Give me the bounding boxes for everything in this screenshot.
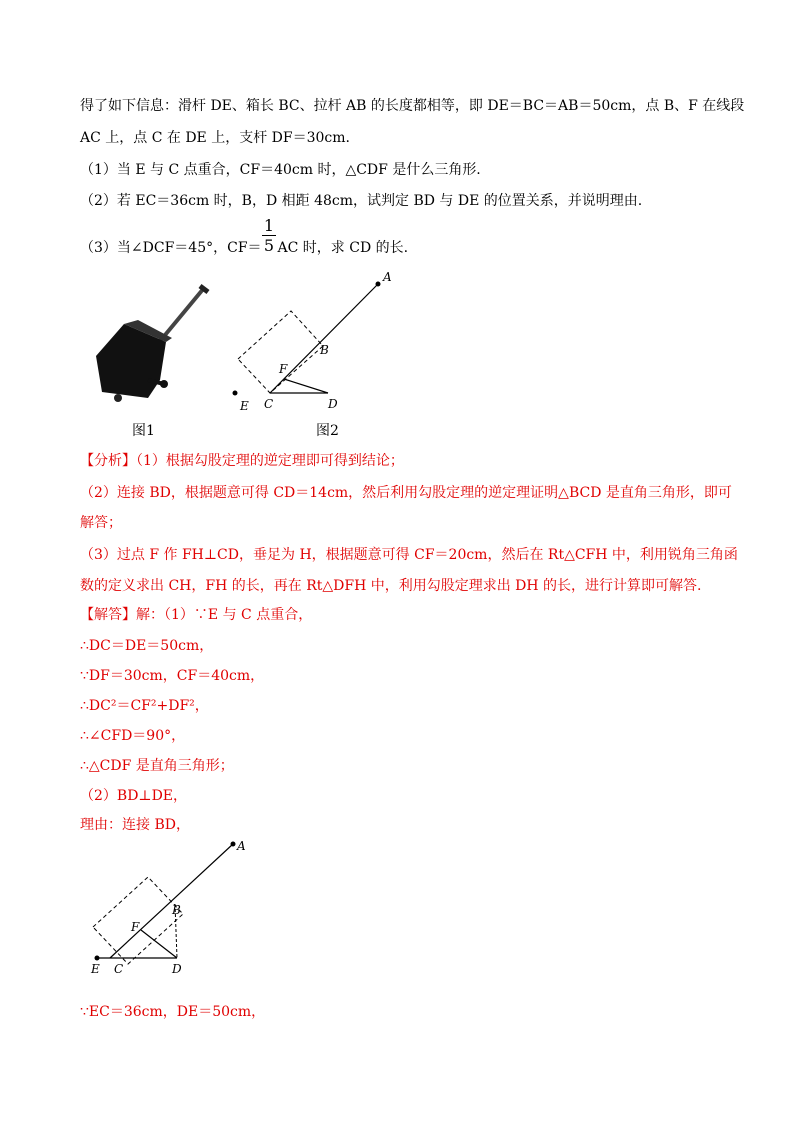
problem-line-1: 得了如下信息：滑杆 DE、箱长 BC、拉杆 AB 的长度都相等，即 DE＝BC＝AB＝50cm，点 B、F 在线段 xyxy=(80,98,745,114)
label-d: D xyxy=(328,397,338,411)
analysis-line-1 xyxy=(80,451,404,471)
question-1: （1）当 E 与 C 点重合，CF＝40cm 时，△CDF 是什么三角形. xyxy=(80,162,481,178)
label-c: C xyxy=(264,397,274,411)
label-c-3: C xyxy=(114,962,124,976)
label-f-3: F xyxy=(131,920,140,934)
solution-s9: ∵EC＝36cm，DE＝50cm， xyxy=(80,1004,266,1020)
analysis-p2a: （2）连接 BD，根据题意可得 CD＝14cm，然后利用勾股定理的逆定理证明△BCD 是直角三角形，即可 xyxy=(80,485,732,501)
fraction-denominator: 5 xyxy=(263,236,275,255)
label-e: E xyxy=(240,399,249,413)
solution-s1: 解：（1）∵E 与 C 点重合， xyxy=(136,607,313,623)
label-a-3: A xyxy=(237,839,246,853)
analysis-p1: （1）根据勾股定理的逆定理即可得到结论； xyxy=(136,453,404,469)
label-a: A xyxy=(383,270,392,284)
figure-1-caption: 图1 xyxy=(132,423,155,439)
point-a-3 xyxy=(231,842,236,847)
solution-s3: ∵DF＝30cm，CF＝40cm， xyxy=(80,668,265,684)
label-d-3: D xyxy=(172,962,182,976)
solution-s8: 理由：连接 BD， xyxy=(80,817,190,833)
solution-tag: 【解答】 xyxy=(80,607,136,623)
segment-fd-3 xyxy=(141,930,177,958)
solution-s2: ∴DC＝DE＝50cm， xyxy=(80,638,214,654)
figure-2-diagram xyxy=(225,268,405,413)
label-f: F xyxy=(279,362,288,376)
label-b: B xyxy=(320,343,329,357)
analysis-p3b: 数的定义求出 CH，FH 的长，再在 Rt△DFH 中，利用勾股定理求出 DH 的长，进行计算即可解答. xyxy=(80,578,702,594)
question-3-prefix: （3）当∠DCF＝45°，CF＝ xyxy=(80,240,262,256)
figure-3-diagram xyxy=(85,832,265,977)
question-3 xyxy=(80,238,408,258)
problem-line-2: AC 上，点 C 在 DE 上，支杆 DF＝30cm. xyxy=(80,130,350,146)
segment-fd xyxy=(284,379,328,393)
solution-s7: （2）BD⊥DE， xyxy=(80,788,188,804)
figure-2-caption: 图2 xyxy=(316,423,339,439)
segment-ca xyxy=(270,284,378,393)
point-e xyxy=(233,391,238,396)
label-e-3: E xyxy=(91,962,100,976)
analysis-p3a: （3）过点 F 作 FH⊥CD，垂足为 H，根据题意可得 CF＝20cm，然后在 Rt△CFH 中，利用锐角三角函 xyxy=(80,547,738,563)
segment-ca-3 xyxy=(110,844,233,958)
figure-1-suitcase xyxy=(88,280,218,405)
analysis-p2b: 解答； xyxy=(80,515,122,531)
solution-s5: ∴∠CFD＝90°， xyxy=(80,728,186,744)
point-e-3 xyxy=(95,956,100,961)
analysis-tag: 【分析】 xyxy=(80,453,136,469)
solution-s6: ∴△CDF 是直角三角形； xyxy=(80,758,234,774)
question-3-suffix: AC 时，求 CD 的长. xyxy=(277,240,409,256)
point-a xyxy=(376,282,381,287)
question-2: （2）若 EC＝36cm 时，B，D 相距 48cm，试判定 BD 与 DE 的位置关系，并说明理由. xyxy=(80,193,643,209)
label-b-3: B xyxy=(172,903,181,917)
solution-s4: ∴DC²＝CF²+DF²， xyxy=(80,698,209,714)
solution-line-1 xyxy=(80,605,312,625)
fraction-numerator: 1 xyxy=(263,216,275,235)
